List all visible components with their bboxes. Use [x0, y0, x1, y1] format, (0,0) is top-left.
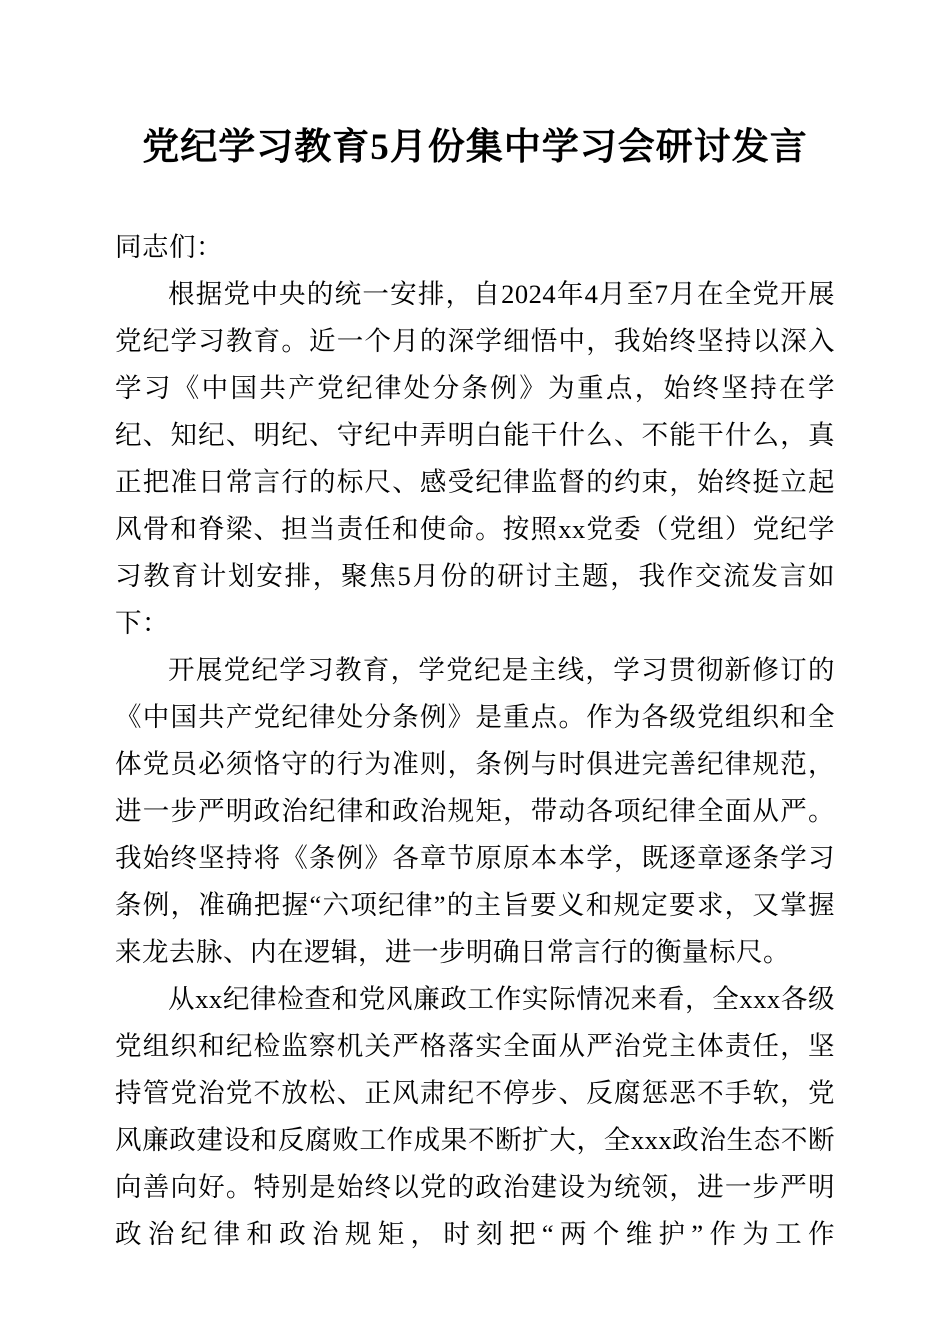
document-body	[115, 224, 835, 1258]
salutation: 同志们：	[115, 232, 223, 262]
document-title: 党纪学习教育5月份集中学习会研讨发言	[142, 127, 808, 168]
paragraph-3: 从xx纪律检查和党风廉政工作实际情况来看，全xxx各级党组织和纪检监察机关严格落实全面从严治党主体责任，坚持管党治党不放松、正风肃纪不停步、反腐惩恶不手软，党风廉政建设和反腐败工作成果不断扩大，全xxx政治生态不断向善向好。特别是始终以党的政治建设为统领，进一步严明政治纪律和政治规矩，时刻把“两个维护”作为工作	[115, 984, 835, 1249]
paragraph-1: 根据党中央的统一安排，自2024年4月至7月在全党开展党纪学习教育。近一个月的深学细悟中，我始终坚持以深入学习《中国共产党纪律处分条例》为重点，始终坚持在学纪、知纪、明纪、守纪中弄明白能干什么、不能干什么，真正把准日常言行的标尺、感受纪律监督的约束，始终挺立起风骨和脊梁、担当责任和使命。按照xx党委（党组）党纪学习教育计划安排，聚焦5月份的研讨主题，我作交流发言如下：	[115, 279, 835, 638]
paragraph-2: 开展党纪学习教育，学党纪是主线，学习贯彻新修订的《中国共产党纪律处分条例》是重点。作为各级党组织和全体党员必须恪守的行为准则，条例与时俱进完善纪律规范，进一步严明政治纪律和政治规矩，带动各项纪律全面从严。我始终坚持将《条例》各章节原原本本学，既逐章逐条学习条例，准确把握“六项纪律”的主旨要义和规定要求，又掌握来龙去脉、内在逻辑，进一步明确日常言行的衡量标尺。	[115, 655, 835, 967]
